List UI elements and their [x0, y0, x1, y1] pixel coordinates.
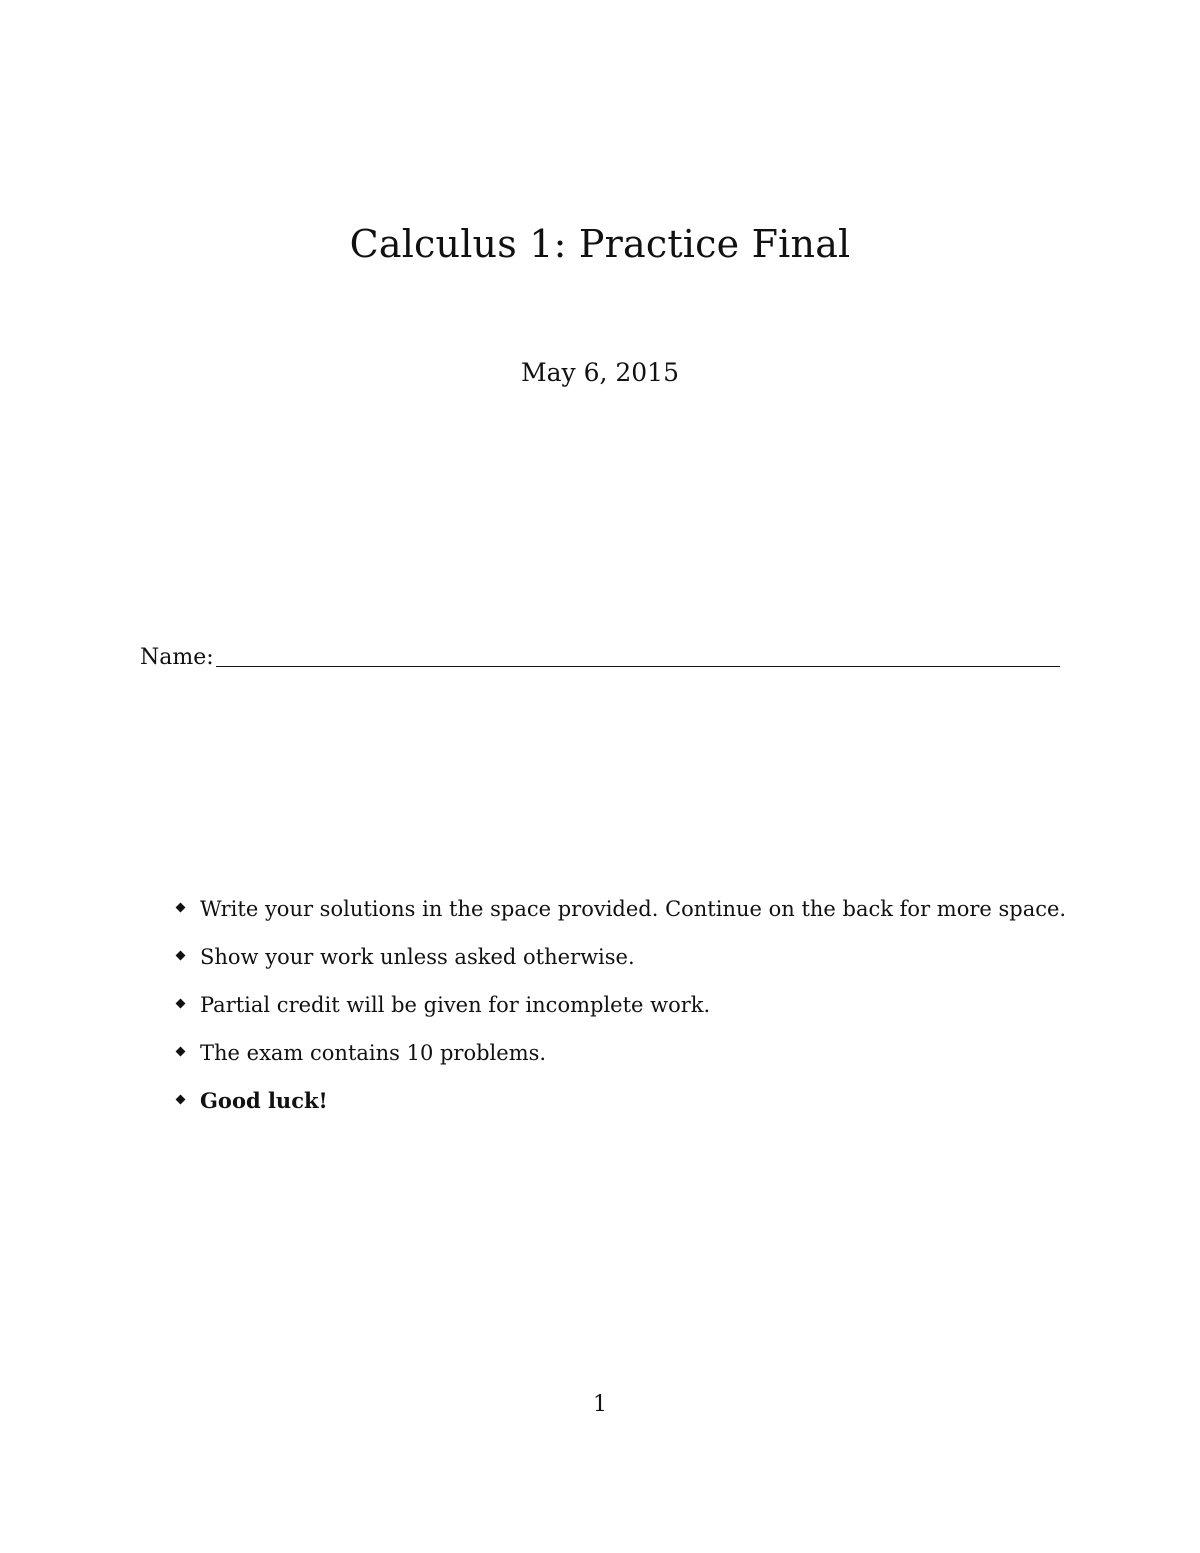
diamond-bullet-icon — [174, 998, 187, 1011]
instruction-item — [174, 942, 1066, 990]
instruction-item — [174, 1038, 1066, 1086]
diamond-bullet-icon — [174, 1046, 187, 1059]
instruction-text: The exam contains 10 problems. — [200, 1041, 547, 1065]
instruction-text: Partial credit will be given for incomplete work. — [200, 993, 711, 1017]
name-field-row — [140, 645, 1060, 675]
document-date: May 6, 2015 — [521, 358, 679, 387]
page-number: 1 — [593, 1392, 607, 1417]
instruction-item — [174, 1086, 1066, 1134]
instruction-item — [174, 990, 1066, 1038]
diamond-bullet-icon — [174, 950, 187, 963]
instruction-text-emphasis: Good luck! — [200, 1088, 328, 1113]
instruction-item — [174, 894, 1066, 942]
instruction-text: Write your solutions in the space provided. Continue on the back for more space. — [200, 897, 1067, 921]
name-label: Name: — [140, 645, 214, 670]
document-title: Calculus 1: Practice Final — [349, 222, 851, 266]
diamond-bullet-icon — [174, 902, 187, 915]
instructions-list — [174, 894, 1066, 1134]
name-blank-line — [216, 666, 1060, 667]
diamond-bullet-icon — [174, 1094, 187, 1107]
instruction-text: Show your work unless asked otherwise. — [200, 945, 635, 969]
